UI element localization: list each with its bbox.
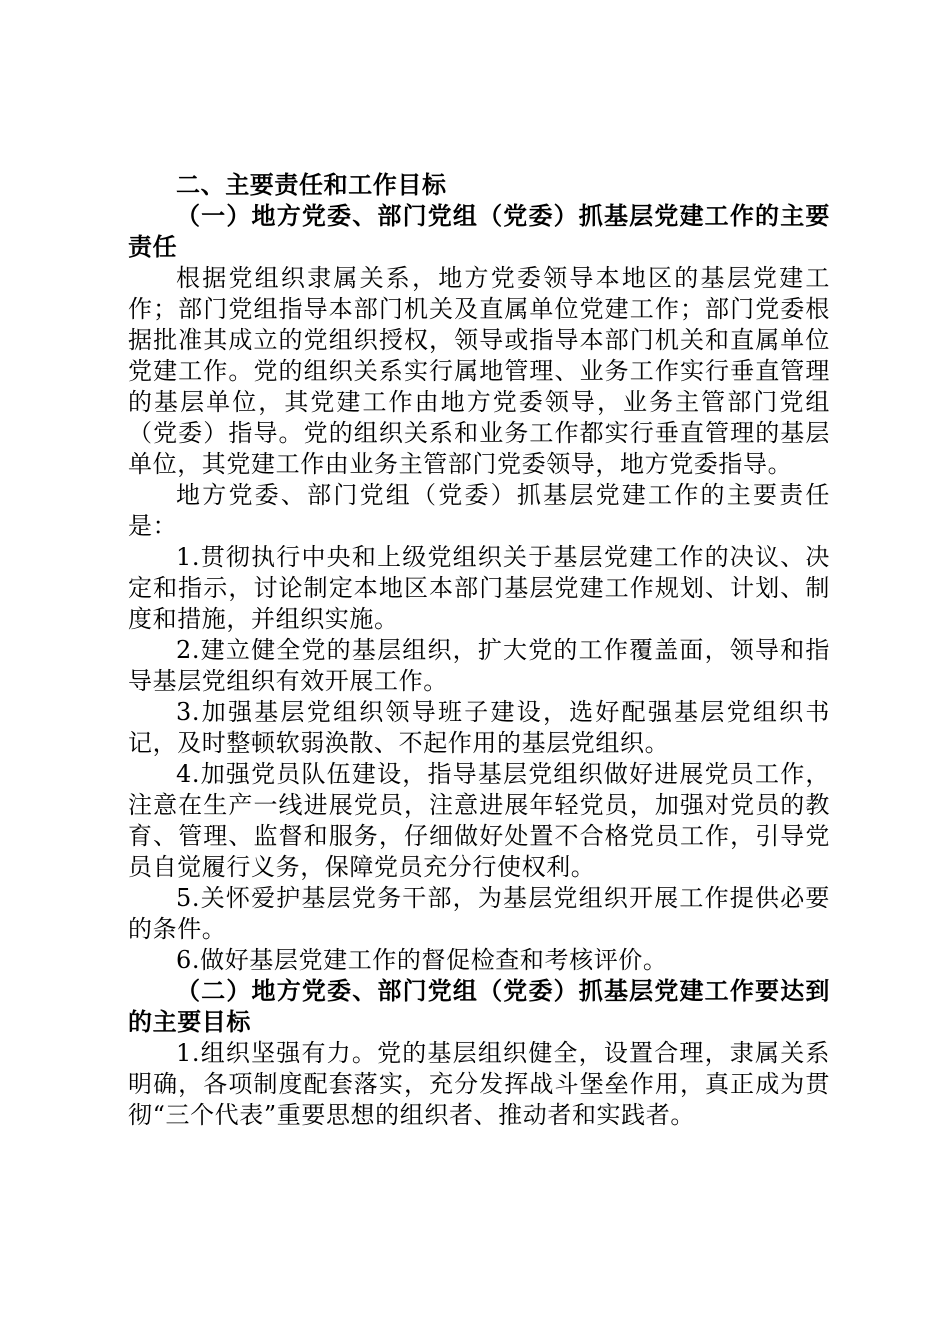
body-paragraph: 地方党委、部门党组（党委）抓基层党建工作的主要责任是： (128, 481, 830, 540)
list-item: 1.组织坚强有力。党的基层组织健全，设置合理，隶属关系明确，各项制度配套落实，充分发挥战斗堡垒作用，真正成为贯彻“三个代表”重要思想的组织者、推动者和实践者。 (128, 1039, 830, 1129)
list-item: 5.关怀爱护基层党务干部，为基层党组织开展工作提供必要的条件。 (128, 884, 830, 943)
body-paragraph: 根据党组织隶属关系，地方党委领导本地区的基层党建工作；部门党组指导本部门机关及直属单位党建工作；部门党委根据批准其成立的党组织授权，领导或指导本部门机关和直属单位党建工作。党的组织关系实行属地管理、业务工作实行垂直管理的基层单位，其党建工作由地方党委领导，业务主管部门党组（党委）指导。党的组织关系和业务工作都实行垂直管理的基层单位，其党建工作由业务主管部门党委领导，地方党委指导。 (128, 264, 830, 478)
list-item: 3.加强基层党组织领导班子建设，选好配强基层党组织书记，及时整顿软弱涣散、不起作用的基层党组织。 (128, 698, 830, 757)
list-item: 4.加强党员队伍建设，指导基层党组织做好进展党员工作，注意在生产一线进展党员，注意进展年轻党员，加强对党员的教育、管理、监督和服务，仔细做好处置不合格党员工作，引导党员自觉履行义务，保障党员充分行使权利。 (128, 760, 830, 881)
subsection-heading: （一）地方党委、部门党组（党委）抓基层党建工作的主要责任 (128, 202, 830, 261)
list-item: 6.做好基层党建工作的督促检查和考核评价。 (176, 946, 668, 974)
list-item: 2.建立健全党的基层组织，扩大党的工作覆盖面，领导和指导基层党组织有效开展工作。 (128, 636, 830, 695)
section-heading: 二、主要责任和工作目标 (176, 171, 447, 199)
subsection-heading: （二）地方党委、部门党组（党委）抓基层党建工作要达到的主要目标 (128, 977, 830, 1036)
list-item: 1.贯彻执行中央和上级党组织关于基层党建工作的决议、决定和指示，讨论制定本地区本部门基层党建工作规划、计划、制度和措施，并组织实施。 (128, 543, 830, 633)
document-page (128, 170, 830, 1131)
